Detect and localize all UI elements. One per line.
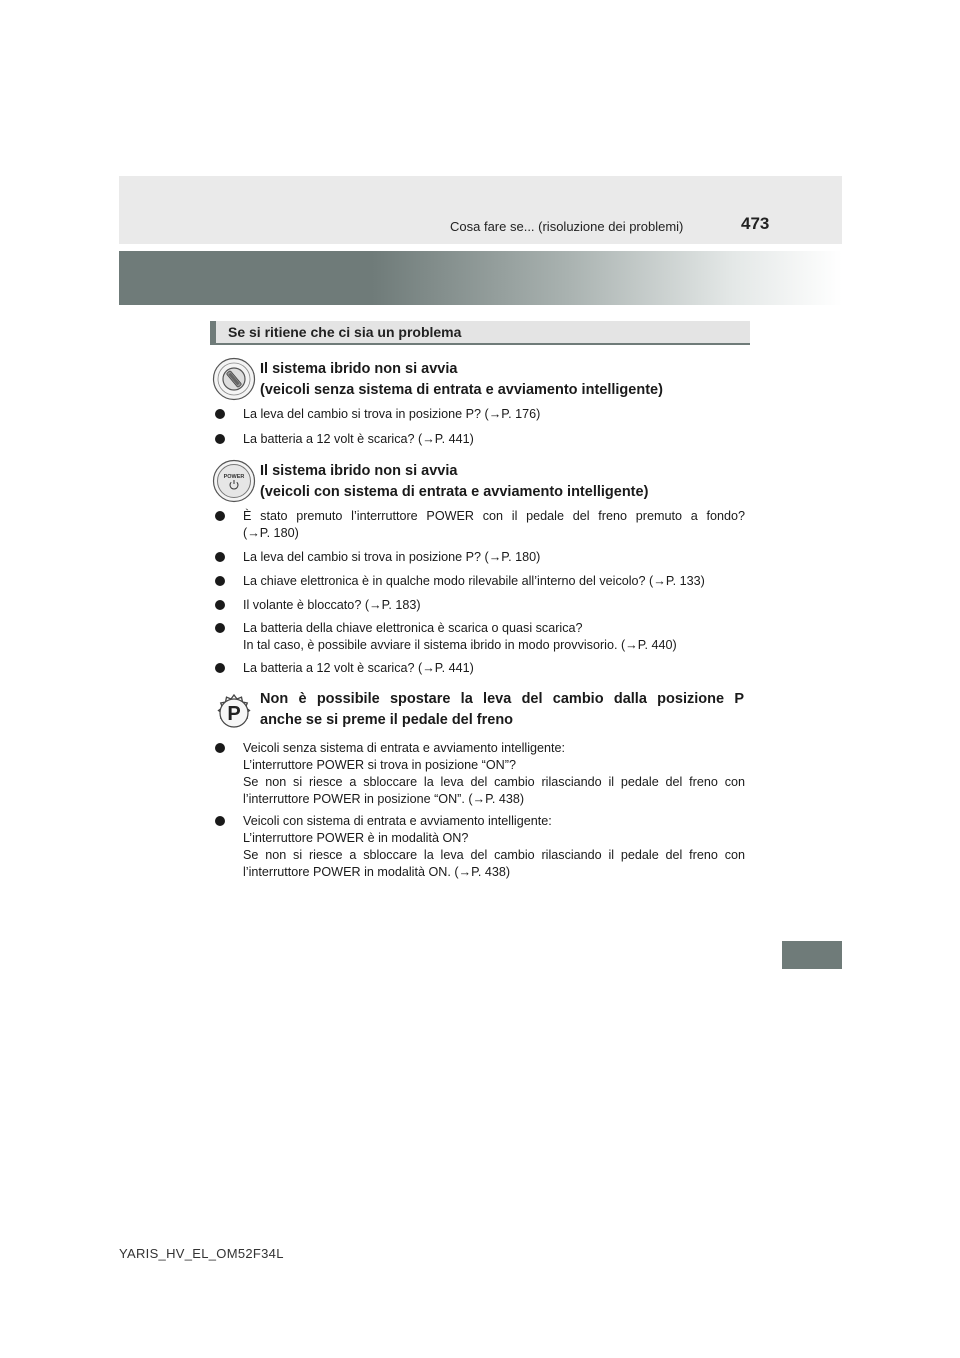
bullet-dot bbox=[215, 743, 225, 753]
bullet-dot bbox=[215, 663, 225, 673]
bullet-dot bbox=[215, 816, 225, 826]
ignition-key-switch-icon bbox=[212, 357, 256, 401]
bullet-dot bbox=[215, 511, 225, 521]
section-header bbox=[210, 321, 750, 345]
park-gear-icon bbox=[212, 691, 256, 735]
bullet-dot bbox=[215, 623, 225, 633]
topic-title-no-start-smart: Il sistema ibrido non si avvia (veicoli con sistema di entrata e avviamento intelligente) bbox=[260, 463, 649, 500]
bullet-dot bbox=[215, 409, 225, 419]
svg-text:POWER: POWER bbox=[223, 474, 245, 480]
chapter-tab bbox=[782, 941, 842, 969]
topic-title-no-start-key: Il sistema ibrido non si avvia (veicoli senza sistema di entrata e avviamento intelligente) bbox=[260, 361, 663, 398]
bullet-dot bbox=[215, 552, 225, 562]
header-title: Cosa fare se... (risoluzione dei problemi) bbox=[450, 219, 684, 234]
section-title: Se si ritiene che ci sia un problema bbox=[228, 324, 462, 340]
bullet-dot bbox=[215, 434, 225, 444]
page-number: 473 bbox=[741, 214, 770, 233]
document-code: YARIS_HV_EL_OM52F34L bbox=[119, 1246, 284, 1261]
bullet-dot bbox=[215, 600, 225, 610]
bullet-dot bbox=[215, 576, 225, 586]
power-button-icon bbox=[212, 459, 256, 503]
svg-text:P: P bbox=[227, 703, 241, 725]
topic-title-shift-lock: Non è possibile spostare la leva del cambio dalla posizione P anche se si preme il pedale del freno bbox=[260, 691, 744, 728]
chapter-banner bbox=[119, 251, 842, 305]
